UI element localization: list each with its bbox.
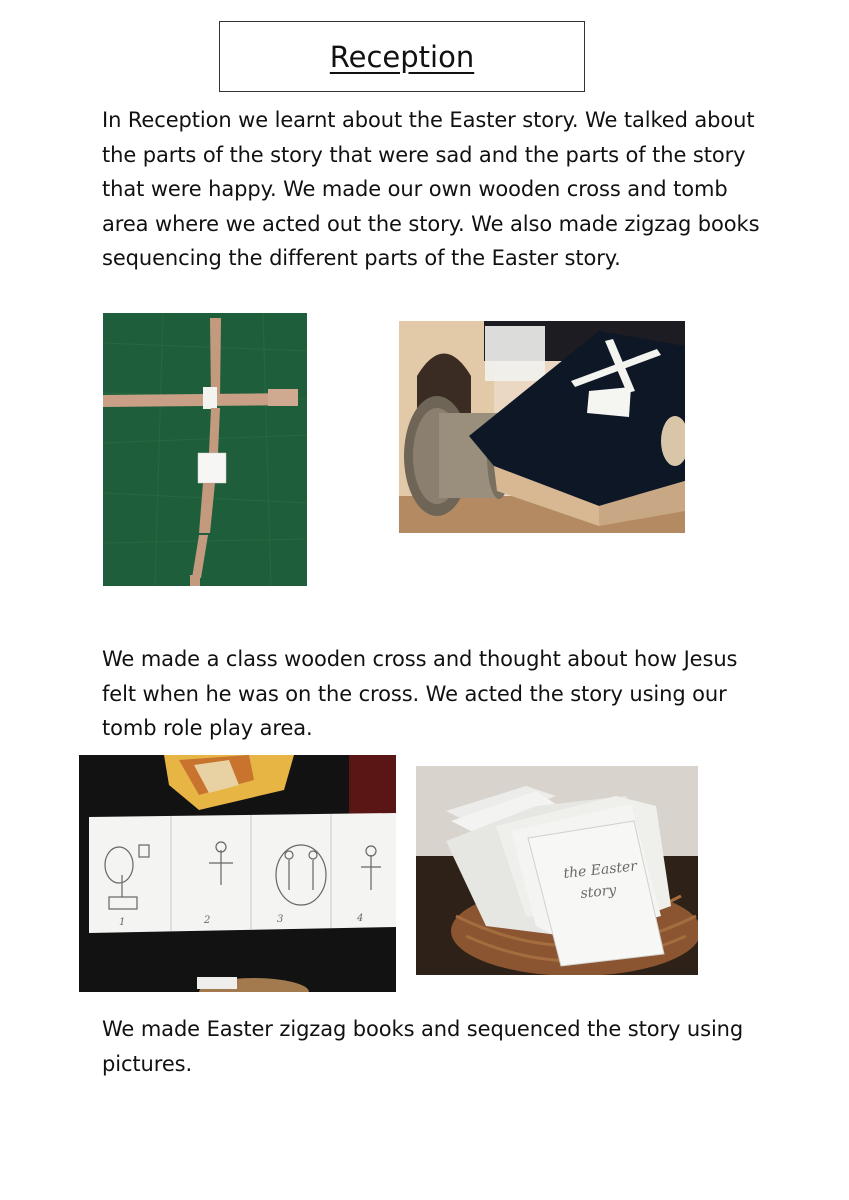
zigzag-paragraph: We made Easter zigzag books and sequenced the story using pictures.	[102, 1017, 744, 1076]
zigzag-number-1: 1	[119, 917, 126, 928]
book-cover-line-2: story	[579, 882, 618, 902]
zigzag-book-photo	[79, 755, 396, 992]
zigzag-number-3: 3	[277, 914, 284, 925]
book-cover-line-1: the Easter	[562, 858, 638, 882]
tomb-area-photo	[399, 321, 685, 533]
book-stack-photo	[416, 766, 698, 975]
zigzag-number-4: 4	[357, 913, 364, 924]
wooden-cross-photo	[103, 313, 307, 586]
title-box	[219, 21, 585, 92]
cross-paragraph: We made a class wooden cross and thought about how Jesus felt when he was on the cross. We acted the story using our tomb role play area.	[102, 647, 738, 740]
intro-paragraph: In Reception we learnt about the Easter story. We talked about the parts of the story that were sad and the parts of the story that were happy. We made our own wooden cross and tomb area where we acted out the story. We also made zigzag books sequencing the different parts of the Easter story.	[102, 108, 760, 270]
zigzag-number-2: 2	[204, 915, 211, 926]
page-title: Reception	[329, 39, 475, 74]
